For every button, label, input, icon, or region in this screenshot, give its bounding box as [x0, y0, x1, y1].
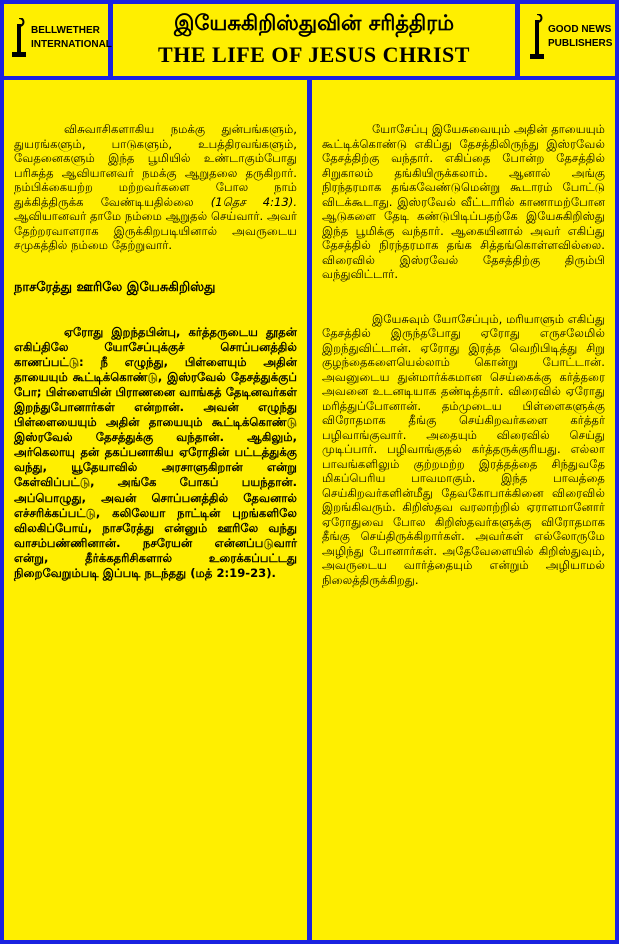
- left-paragraph-1-text: விசுவாசிகளாகிய நமக்கு துன்பங்களும், துயரங்களும், பாடுகளும், உபத்திரவங்களும், வேதனைகளும் இந்த பூமியில் உண்டாகும்போது பரிசுத்த ஆவியானவர் நமக்கு ஆறுதலை தருகிறார். நம்பிக்கையற்ற மற்றவர்களை போல நாம் துக்கித்திருக்க வேண்டியதில்லை: [14, 122, 297, 209]
- logo-right-line2: PUBLISHERS: [548, 38, 613, 49]
- page-header: [113, 4, 515, 76]
- right-column: [312, 80, 615, 940]
- left-column: [4, 80, 307, 940]
- left-paragraph-1-tail: ஆவியானவர் தாமே நம்மை ஆறுதல் செய்வார். அவர் தேற்றரவாளராக இருக்கிறபடியினால் அவருடைய சமுகத்தில் நம்மை தேற்றுவார்.: [14, 209, 297, 252]
- left-paragraph-1: [14, 122, 297, 253]
- shepherd-icon: [10, 18, 28, 58]
- shepherd-icon: [528, 14, 546, 60]
- right-paragraph-1: யோசேப்பு இயேசுவையும் அதின் தாயையும் கூட்டிக்கொண்டு எகிப்து தேசத்திலிருந்து இஸ்ரவேல் தேசத்திற்கு வந்தார். எகிப்தை போன்ற தேசத்தில் சிறுகாலம் தங்கியிருக்கலாம். ஆனால் அங்கு நிரந்தரமாக தங்கவேண்டுமென்று கூடாரம் போட்டு விடக்கூடாது. இஸ்ரவேல் வீட்டாரில் காணாமற்போன ஆடுகளை தேடி கண்டுபிடிப்பதற்கே இயேசுகிறிஸ்து இந்த பூமிக்கு வந்தார். ஆகையினால் அவர் எகிப்து தேசத்தில் நிரந்தரமாக தங்க சித்தங்கொள்ளவில்லை. விரைவில் இஸ்ரவேல் தேசத்திற்கு திரும்பி வந்துவிட்டார்.: [322, 122, 605, 281]
- tamil-title: இயேசுகிறிஸ்துவின் சரித்திரம்: [173, 10, 455, 35]
- right-paragraph-2: இயேசுவும் யோசேப்பும், மரியாளும் எகிப்து தேசத்தில் இருந்தபோது ஏரோது எருசலேமில் இறந்துவிட்டான். ஏரோது இரத்த வெறிபிடித்து சிறு குழந்தைகளையெல்லாம் கொன்று போட்டான். அவனுடைய துன்மார்க்கமான செய்கைக்கு கர்த்தரை அவனை உடனடியாக தண்டித்தார். விரைவில் ஏரோது மரித்துப்போனான். தம்முடைய பிள்ளைகளுக்கு விரோதமாக தீங்கு செய்கிறவர்களை கர்த்தர் பழிவாங்குவார். அதையும் விரைவில் செய்து முடிப்பார். பழிவாங்குதல் கர்த்தருக்குரியது. எல்லா பாவங்களிலும் குற்றமற்ற இரத்தத்தை சிந்துவதே மிகப்பெரிய பாவமாகும். இந்த பாவத்தை செய்கிறவர்களின்மீது தேவகோபாக்கினை விரைவில் இறங்கிவரும். கிறிஸ்தவ வரலாற்றில் ஏராளமானோர் ஏரோதுவை போல கிறிஸ்தவர்களுக்கு விரோதமாக தீங்கு செய்திருக்கிறார்கள். அவர்கள் எல்லோருமே அழிந்து போனார்கள். அதேவேளையில் கிறிஸ்துவும், அவருடைய வார்த்தையும் என்றும் அழியாமல் நிலைத்திருக்கிறது.: [322, 311, 605, 587]
- logo-right-line1: GOOD NEWS: [548, 24, 612, 35]
- scripture-reference: (1தெச 4:13).: [210, 194, 298, 209]
- publisher-logo-right: [520, 4, 615, 76]
- logo-left-line1: BELLWETHER: [31, 25, 100, 36]
- logo-left-line2: INTERNATIONAL: [31, 39, 112, 50]
- left-paragraph-2: ஏரோது இறந்தபின்பு, கர்த்தருடைய தூதன் எகிப்திலே யோசேப்புக்குச் சொப்பனத்தில் காணப்பட்டு: நீ எழுந்து, பிள்ளையும் அதின் தாயையும் கூட்டிக்கொண்டு, இஸ்ரவேல் தேசத்துக்குப் போ; பிள்ளையின் பிராணனை வாங்கத் தேடினவர்கள் இறந்துபோனார்கள் என்றான். அவன் எழுந்து பிள்ளையையும் அதின் தாயையும் கூட்டிக்கொண்டு இஸ்ரவேல் தேசத்துக்கு வந்தான். ஆகிலும், அர்கெலாயு தன் தகப்பனாகிய ஏரோதின் பட்டத்துக்கு வந்து, யூதேயாவில் அரசாளுகிறான் என்று கேள்விப்பட்டு, அங்கே போகப் பயந்தான். அப்பொழுது, அவன் சொப்பனத்தில் தேவனால் எச்சரிக்கப்பட்டு, கலிலேயா நாட்டின் புறங்களிலே விலகிப்போய், நாசரேத்து என்னும் ஊரிலே வந்து வாசம்பண்ணினான். நசரேயன் என்னப்படுவார் என்று, தீர்க்கதரிசிகளால் உரைக்கப்பட்டது நிறைவேறும்படி இப்படி நடந்தது (மத் 2:19-23).: [14, 324, 297, 580]
- english-title: THE LIFE OF JESUS CHRIST: [158, 42, 470, 67]
- publisher-logo-left: [4, 4, 112, 76]
- section-heading: நாசரேத்து ஊரிலே இயேசுகிறிஸ்து: [14, 279, 216, 295]
